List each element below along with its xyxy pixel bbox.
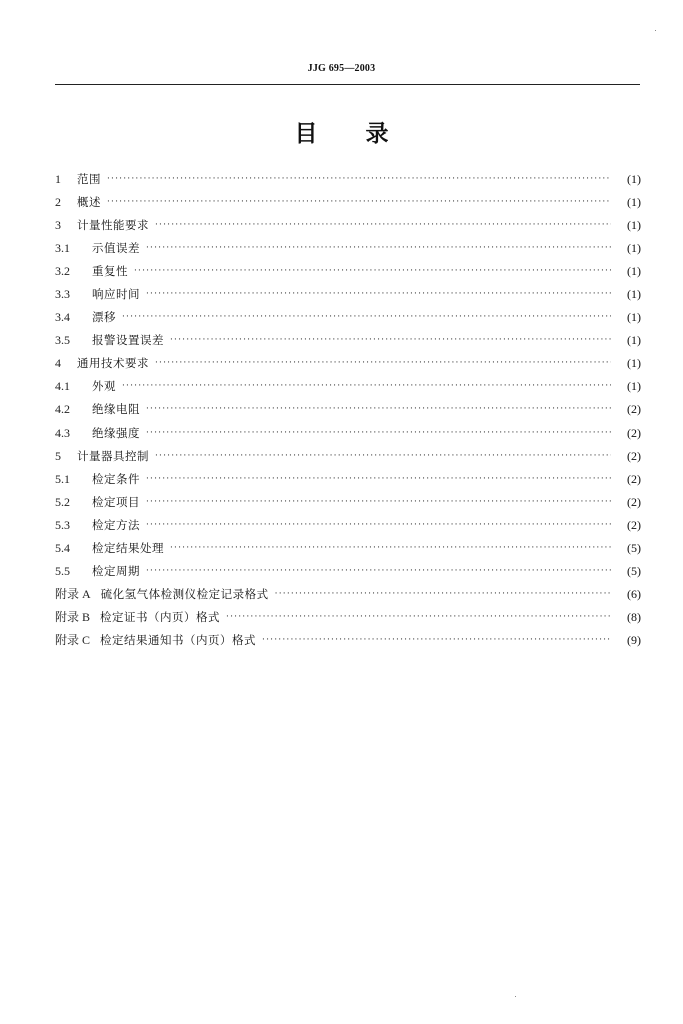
toc-entry-page: (1)	[627, 287, 641, 302]
title-char-2: 录	[365, 121, 389, 147]
scan-speck	[515, 996, 516, 997]
toc-entry-number: 5.3	[55, 517, 70, 532]
toc-entry-number: 附录 C	[55, 632, 91, 647]
toc-entry-title: 检定条件	[92, 471, 140, 486]
toc-entry[interactable]	[55, 306, 641, 329]
toc-entry-title: 计量器具控制	[77, 448, 149, 463]
toc-dot-leader	[262, 629, 611, 652]
toc-entry-page: (2)	[627, 517, 641, 532]
toc-entry[interactable]	[55, 514, 641, 537]
toc-entry-number: 4.1	[55, 379, 70, 394]
scan-speck	[655, 30, 656, 31]
toc-entry-page: (2)	[627, 425, 641, 440]
toc-entry-number: 2	[55, 195, 61, 210]
toc-entry-number: 4	[55, 356, 61, 371]
toc-entry-number: 附录 A	[55, 586, 91, 601]
toc-entry[interactable]	[55, 191, 641, 214]
toc-entry-title: 报警设置误差	[92, 333, 164, 348]
toc-entry-title: 计量性能要求	[77, 218, 149, 233]
toc-entry-number: 4.2	[55, 402, 70, 417]
toc-dot-leader	[122, 306, 611, 329]
table-of-contents	[55, 168, 641, 652]
toc-dot-leader	[170, 329, 611, 352]
toc-dot-leader	[146, 237, 611, 260]
toc-entry-number: 3	[55, 218, 61, 233]
toc-entry[interactable]	[55, 491, 641, 514]
toc-dot-leader	[146, 398, 611, 421]
toc-dot-leader	[146, 491, 611, 514]
toc-dot-leader	[146, 560, 611, 583]
toc-dot-leader	[155, 214, 611, 237]
toc-entry[interactable]	[55, 260, 641, 283]
toc-entry[interactable]	[55, 468, 641, 491]
toc-dot-leader	[134, 260, 611, 283]
toc-entry-title: 硫化氢气体检测仪检定记录格式	[100, 586, 269, 601]
toc-entry[interactable]	[55, 168, 641, 191]
toc-entry-number: 5.4	[55, 540, 70, 555]
toc-entry-title: 检定方法	[92, 517, 140, 532]
toc-entry-number: 5.5	[55, 563, 70, 578]
toc-entry-number: 4.3	[55, 425, 70, 440]
toc-dot-leader	[122, 375, 611, 398]
toc-entry-page: (8)	[627, 609, 641, 624]
toc-dot-leader	[146, 422, 611, 445]
toc-entry-title: 绝缘电阻	[92, 402, 140, 417]
document-code-header: JJG 695—2003	[307, 63, 376, 74]
toc-dot-leader	[155, 445, 611, 468]
toc-entry-page: (6)	[627, 586, 641, 601]
toc-entry[interactable]	[55, 606, 641, 629]
toc-entry-number: 3.1	[55, 241, 70, 256]
toc-entry-title: 检定周期	[92, 563, 140, 578]
toc-entry[interactable]	[55, 629, 641, 652]
toc-dot-leader	[107, 168, 611, 191]
toc-entry-title: 漂移	[92, 310, 116, 325]
toc-entry-number: 3.2	[55, 264, 70, 279]
toc-entry[interactable]	[55, 398, 641, 421]
toc-entry-number: 3.3	[55, 287, 70, 302]
toc-entry-title: 通用技术要求	[77, 356, 149, 371]
toc-entry[interactable]	[55, 445, 641, 468]
toc-entry-number: 3.5	[55, 333, 70, 348]
toc-entry-page: (1)	[627, 310, 641, 325]
toc-entry-title: 检定结果处理	[92, 540, 164, 555]
toc-entry-number: 5.1	[55, 471, 70, 486]
toc-entry[interactable]	[55, 537, 641, 560]
toc-entry[interactable]	[55, 283, 641, 306]
toc-dot-leader	[155, 352, 611, 375]
toc-entry-page: (1)	[627, 333, 641, 348]
toc-entry[interactable]	[55, 422, 641, 445]
toc-dot-leader	[170, 537, 611, 560]
toc-entry-title: 概述	[77, 195, 101, 210]
toc-entry-page: (9)	[627, 632, 641, 647]
toc-entry-title: 范围	[77, 172, 101, 186]
toc-entry-title: 外观	[92, 379, 116, 394]
toc-entry-title: 检定项目	[92, 494, 140, 509]
toc-dot-leader	[146, 283, 611, 306]
toc-dot-leader	[275, 583, 611, 606]
toc-entry-number: 附录 B	[55, 609, 91, 624]
toc-entry-title: 重复性	[92, 264, 128, 279]
toc-entry-page: (2)	[627, 494, 641, 509]
toc-entry-page: (2)	[627, 448, 641, 463]
toc-dot-leader	[146, 514, 611, 537]
toc-entry-page: (1)	[627, 356, 641, 371]
toc-entry-title: 检定结果通知书（内页）格式	[100, 632, 257, 647]
page-title	[0, 115, 683, 148]
toc-entry-page: (1)	[627, 195, 641, 210]
toc-entry[interactable]	[55, 237, 641, 260]
toc-entry-title: 响应时间	[92, 287, 140, 302]
toc-entry-page: (5)	[627, 540, 641, 555]
toc-entry-title: 检定证书（内页）格式	[100, 609, 221, 624]
toc-dot-leader	[107, 191, 611, 214]
toc-entry-number: 3.4	[55, 310, 70, 325]
toc-entry-page: (2)	[627, 471, 641, 486]
toc-entry-page: (1)	[627, 379, 641, 394]
toc-entry[interactable]	[55, 375, 641, 398]
title-char-1: 目	[294, 121, 318, 147]
toc-dot-leader	[146, 468, 611, 491]
toc-entry-title: 示值误差	[92, 241, 140, 256]
toc-entry-number: 1	[55, 172, 61, 186]
toc-entry-number: 5.2	[55, 494, 70, 509]
header-rule	[55, 84, 640, 85]
toc-entry[interactable]	[55, 560, 641, 583]
toc-entry[interactable]	[55, 214, 641, 237]
toc-dot-leader	[226, 606, 611, 629]
toc-entry-page: (1)	[627, 172, 641, 186]
toc-entry[interactable]	[55, 329, 641, 352]
toc-entry[interactable]	[55, 352, 641, 375]
toc-entry-page: (1)	[627, 241, 641, 256]
toc-entry-page: (5)	[627, 563, 641, 578]
toc-entry-title: 绝缘强度	[92, 425, 140, 440]
toc-entry-page: (2)	[627, 402, 641, 417]
toc-entry[interactable]	[55, 583, 641, 606]
toc-entry-number: 5	[55, 448, 61, 463]
toc-entry-page: (1)	[627, 264, 641, 279]
toc-entry-page: (1)	[627, 218, 641, 233]
